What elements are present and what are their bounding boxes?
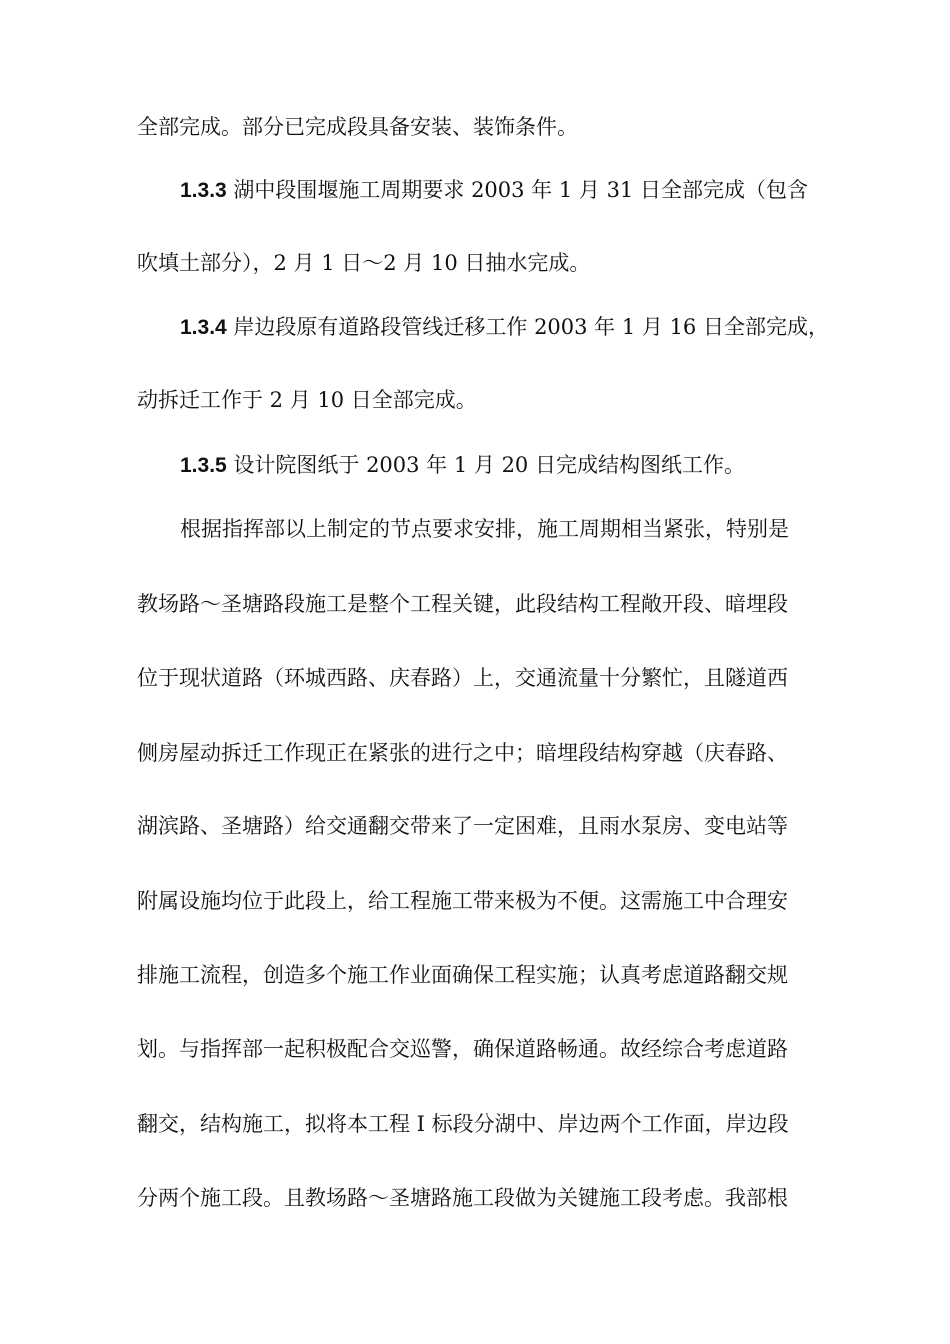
paragraph-line-7	[137, 961, 788, 989]
line-text: 吹填土部分），2 月 1 日～2 月 10 日抽水完成。	[137, 251, 591, 275]
line-text: 动拆迁工作于 2 月 10 日全部完成。	[137, 388, 477, 412]
section-number: 1.3.4	[180, 316, 227, 339]
section-1-3-5-line-1	[180, 451, 745, 479]
line-text: 根据指挥部以上制定的节点要求安排，施工周期相当紧张，特别是	[180, 517, 789, 541]
paragraph-line-5	[137, 812, 788, 840]
line-text: 附属设施均位于此段上，给工程施工带来极为不便。这需施工中合理安	[137, 889, 788, 913]
section-number: 1.3.3	[180, 179, 227, 202]
line-text: 湖中段围堰施工周期要求 2003 年 1 月 31 日全部完成（包含	[226, 178, 808, 202]
line-text: 划。与指挥部一起积极配合交巡警，确保道路畅通。故经综合考虑道路	[137, 1037, 788, 1061]
line-text: 侧房屋动拆迁工作现正在紧张的进行之中；暗埋段结构穿越（庆春路、	[137, 741, 788, 765]
paragraph-line-3	[137, 664, 788, 692]
line-text: 分两个施工段。且教场路～圣塘路施工段做为关键施工段考虑。我部根	[137, 1186, 788, 1210]
section-1-3-3-line-2	[137, 249, 590, 277]
paragraph-line-4	[137, 739, 788, 767]
paragraph-line-1	[180, 515, 789, 543]
paragraph-line-9	[137, 1110, 789, 1138]
paragraph-line-2	[137, 590, 788, 618]
line-text: 设计院图纸于 2003 年 1 月 20 日完成结构图纸工作。	[226, 453, 745, 477]
line-text: 位于现状道路（环城西路、庆春路）上，交通流量十分繁忙，且隧道西	[137, 666, 788, 690]
section-number: 1.3.5	[180, 454, 227, 477]
section-1-3-4-line-2	[137, 386, 477, 414]
paragraph-line-8	[137, 1035, 788, 1063]
text-line-1	[137, 113, 578, 141]
line-text: 排施工流程，创造多个施工作业面确保工程实施；认真考虑道路翻交规	[137, 963, 788, 987]
line-text: 翻交，结构施工，拟将本工程 I 标段分湖中、岸边两个工作面，岸边段	[137, 1112, 789, 1136]
line-text: 湖滨路、圣塘路）给交通翻交带来了一定困难，且雨水泵房、变电站等	[137, 814, 788, 838]
section-1-3-3-line-1	[180, 176, 808, 204]
line-text: 岸边段原有道路段管线迁移工作 2003 年 1 月 16 日全部完成，	[226, 315, 829, 339]
line-text: 教场路～圣塘路段施工是整个工程关键，此段结构工程敞开段、暗埋段	[137, 592, 788, 616]
line-text: 全部完成。部分已完成段具备安装、装饰条件。	[137, 115, 578, 139]
paragraph-line-6	[137, 887, 788, 915]
section-1-3-4-line-1	[180, 313, 829, 341]
paragraph-line-10	[137, 1184, 788, 1212]
